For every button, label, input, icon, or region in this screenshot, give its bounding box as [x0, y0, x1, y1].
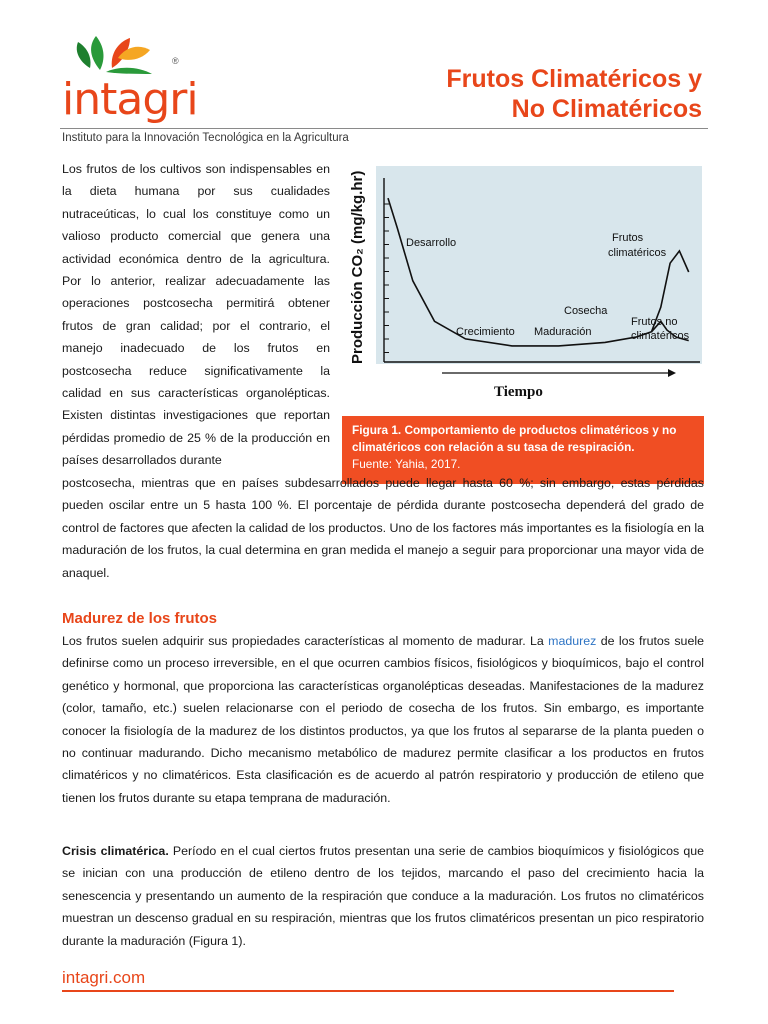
- title-line-1: Frutos Climatéricos y: [446, 65, 702, 93]
- crisis-paragraph: [62, 840, 704, 952]
- respiration-chart: [342, 164, 704, 416]
- institute-subtitle: Instituto para la Innovación Tecnológica en la Agricultura: [62, 132, 349, 144]
- madurez-text-b: de los frutos suele definirse como un proceso irreversible, en el que ocurren cambios físicos, fisiológicos y bioquímicos, bajo el control genético y hormonal, que proporciona las características organolépticas deseadas. Manifestaciones de la madurez (color, tamaño, etc.) suelen relacionarse con el periodo de cosecha de los frutos. Sin embargo, es importante conocer la fisiología de la madurez de los distintos productos, ya que los frutos al separarse de la planta pueden o no continuar madurando. Dicho mecanismo metabólico de madurez permite clasificar a los productos en frutos climatéricos y no climatéricos. Esta clasificación es de acuerdo al patrón respiratorio y producción de etileno que tienen los frutos durante su etapa temprana de maduración.: [62, 634, 704, 805]
- annotation-crecimiento: Crecimiento: [456, 326, 515, 338]
- header-divider: [60, 128, 708, 129]
- intro-paragraph: Los frutos de los cultivos son indispensables en la dieta humana por sus cualidades nutraceúticas, lo cual los constituye como un valioso producto comercial que genera una actividad económica dentro de la agricultura. Por lo anterior, realizar adecuadamente las operaciones postcosecha permitirá obtener frutos de gran calidad; por el contrario, el manejo inadecuado de los frutos en postcosecha reduce significativamente la calidad en sus características organolépticas. Existen distintas investigaciones que reportan pérdidas promedio de 25 % de la producción en países desarrollados durante: [62, 162, 330, 468]
- y-axis-label: Producción CO₂ (mg/kg.hr): [349, 170, 366, 364]
- footer-website-link[interactable]: intagri.com: [62, 968, 146, 987]
- annotation-desarrollo: Desarrollo: [406, 237, 457, 249]
- madurez-link[interactable]: madurez: [548, 634, 597, 648]
- registered-mark: ®: [172, 56, 179, 66]
- annotation-cosecha: Cosecha: [564, 305, 608, 317]
- footer-divider: [62, 990, 674, 992]
- annotation-frutos-no-climatericos: Frutos no climatéricos: [631, 316, 690, 342]
- intro-paragraph-continued: postcosecha, mientras que en países subdesarrollados puede llegar hasta 60 %; sin embargo, estas pérdidas pueden oscilar entre un 5 hasta 100 %. El porcentaje de pérdida durante postcosecha dependerá del grado de control de factores que afecten la calidad de los productos. Uno de los factores más importantes es la fisiología en la maduración de los frutos, la cual determina en gran medida el manejo a seguir para proporcionar una mayor vida de anaquel.: [62, 476, 704, 580]
- caption-text: Figura 1. Comportamiento de productos climatéricos y no climatéricos con relación a su tasa de respiración.: [352, 423, 677, 454]
- madurez-text-a: Los frutos suelen adquirir sus propiedades características al momento de madurar. La: [62, 634, 549, 648]
- caption-source: Fuente: Yahia, 2017.: [352, 457, 461, 471]
- page-title: [446, 64, 702, 124]
- annotation-frutos-climatericos: Frutos climatéricos: [608, 232, 667, 259]
- brand-name: intagri: [62, 74, 198, 125]
- madurez-paragraph: [62, 630, 704, 809]
- crisis-term: Crisis climatérica.: [62, 844, 169, 858]
- section-title-madurez: Madurez de los frutos: [62, 610, 218, 627]
- logo-leaves-icon: [77, 36, 152, 74]
- x-axis-label: Tiempo: [494, 384, 543, 400]
- annotation-maduracion: Maduración: [534, 326, 592, 338]
- title-line-2: No Climatéricos: [511, 95, 702, 123]
- time-arrow-head-icon: [668, 369, 676, 377]
- crisis-text: Período en el cual ciertos frutos presentan una serie de cambios bioquímicos y fisiológicos que se inician con una producción de etileno dentro de los tejidos, marcando el paso del crecimiento hacia la senescencia y presentando un aumento de la respiración que conduce a la maduración. Los frutos no climatéricos muestran un descenso gradual en su respiración, mientras que los frutos climatéricos presentan un pico respiratorio durante la maduración (Figura 1).: [62, 844, 704, 948]
